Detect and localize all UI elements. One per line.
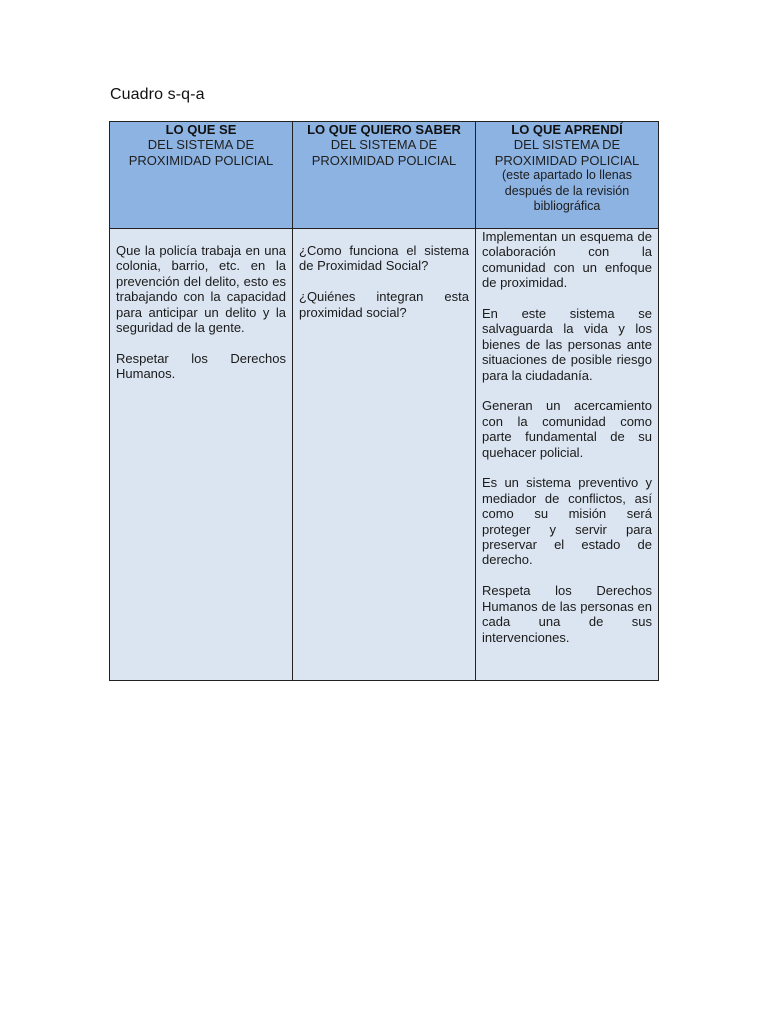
header-row <box>110 122 659 229</box>
header-subtitle: DEL SISTEMA DE PROXIMIDAD POLICIAL <box>494 137 640 168</box>
cell-paragraph: Implementan un esquema de colaboración con la comunidad con un enfoque de proximidad. <box>482 229 652 291</box>
cell-paragraph: Respeta los Derechos Humanos de las personas en cada una de sus intervenciones. <box>482 583 652 645</box>
page-title: Cuadro s-q-a <box>110 86 205 103</box>
cell-paragraph: ¿Quiénes integran esta proximidad social? <box>299 289 469 320</box>
cell-paragraph: En este sistema se salvaguarda la vida y los bienes de las personas ante situaciones de posible riesgo para la ciudadanía. <box>482 306 652 383</box>
header-lo-que-aprendi <box>476 122 659 229</box>
content-row <box>110 229 659 681</box>
sqa-table <box>109 121 659 681</box>
cell-paragraph: Generan un acercamiento con la comunidad como parte fundamental de su quehacer policial. <box>482 398 652 460</box>
cell-lo-que-aprendi <box>476 229 659 681</box>
cell-paragraph: ¿Como funciona el sistema de Proximidad Social? <box>299 243 469 274</box>
cell-paragraph: Respetar los Derechos Humanos. <box>116 350 286 382</box>
header-title: LO QUE SE <box>165 122 237 137</box>
header-lo-que-se <box>110 122 293 229</box>
header-note: (este apartado lo llenas después de la revisión bibliográfica <box>502 168 632 214</box>
header-title: LO QUE APRENDÍ <box>511 122 623 137</box>
header-title: LO QUE QUIERO SABER <box>307 122 461 137</box>
cell-paragraph: Es un sistema preventivo y mediador de conflictos, así como su misión será proteger y servir para preservar el estado de derecho. <box>482 475 652 568</box>
header-subtitle: DEL SISTEMA DE PROXIMIDAD POLICIAL <box>128 137 274 168</box>
cell-paragraph: Que la policía trabaja en una colonia, barrio, etc. en la prevención del delito, esto es trabajando con la capacidad para anticipar un delito y la seguridad de la gente. <box>116 243 286 336</box>
header-subtitle: DEL SISTEMA DE PROXIMIDAD POLICIAL <box>311 137 457 168</box>
cell-lo-que-quiero-saber <box>293 229 476 681</box>
cell-lo-que-se <box>110 229 293 681</box>
header-lo-que-quiero-saber <box>293 122 476 229</box>
